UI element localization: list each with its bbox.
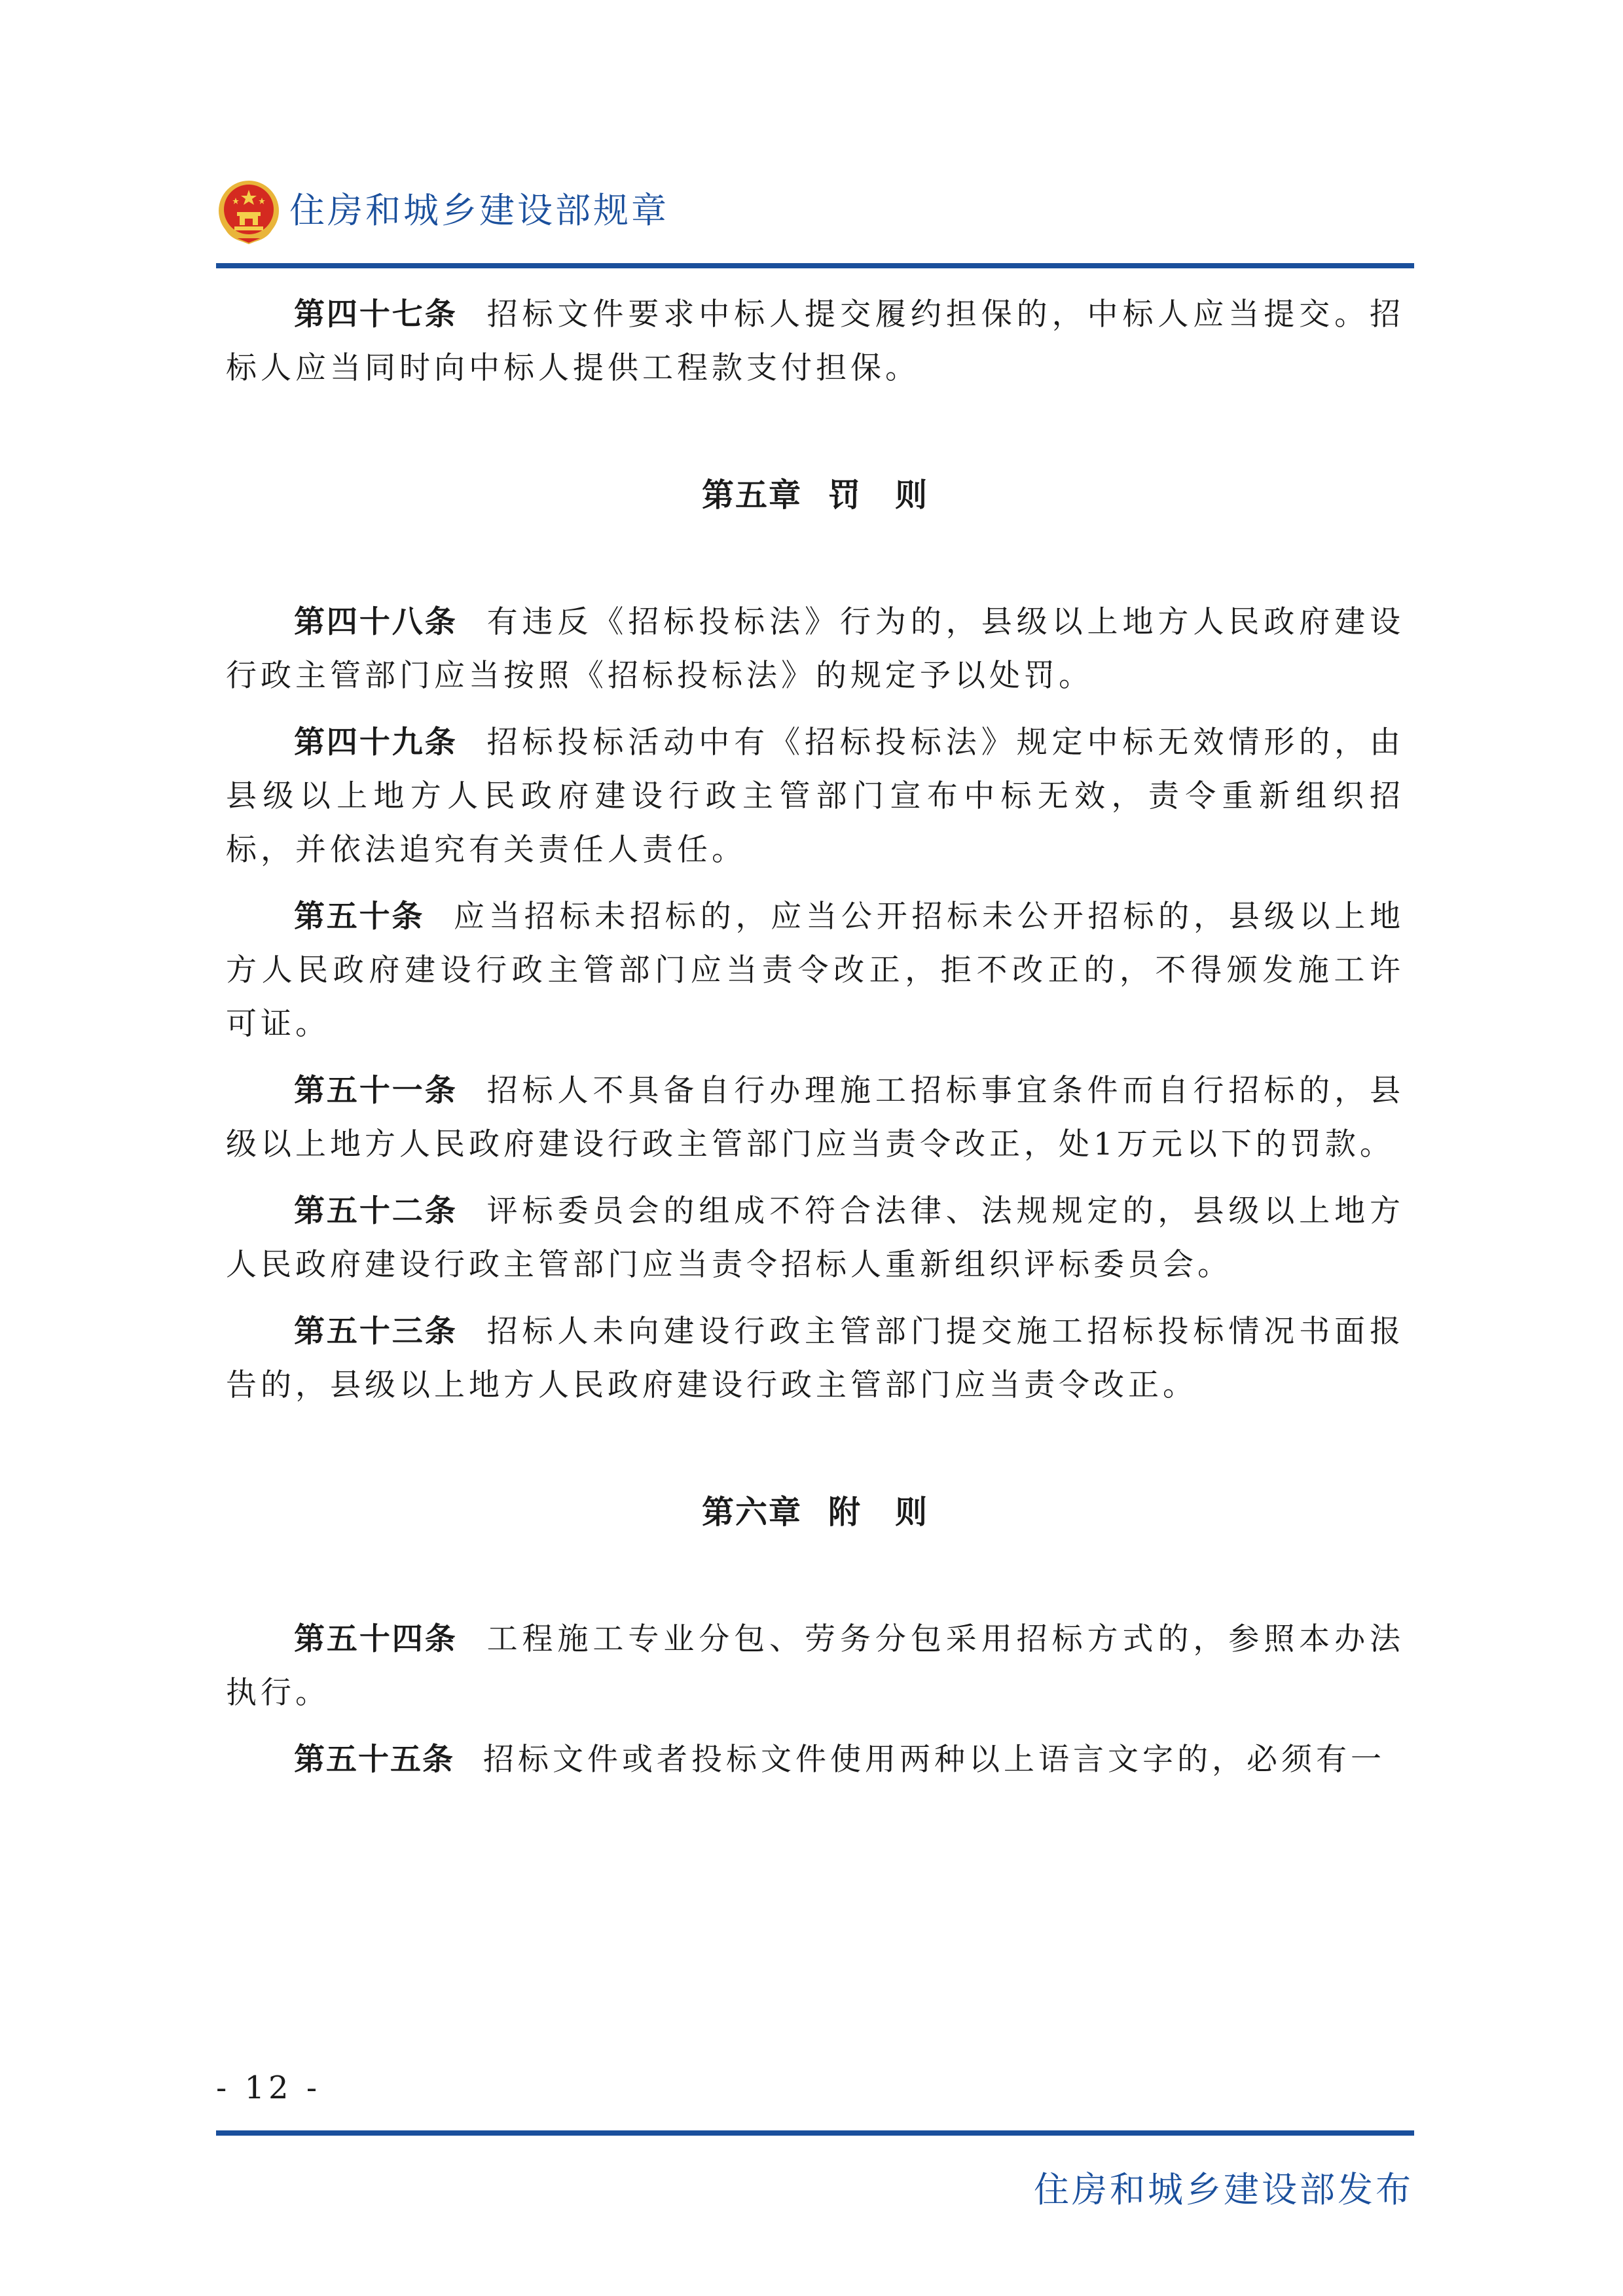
article-number: 第五十一条 [294,1073,458,1109]
header-divider [216,263,1414,268]
article-text: 评标委员会的组成不符合法律、法规规定的，县级以上地方人民政府建设行政主管部门应当责令招标人重新组织评标委员会。 [226,1193,1405,1283]
header-title: 住房和城乡建设部规章 [289,190,669,231]
document-body [226,288,1404,1787]
national-emblem-icon [216,178,282,246]
article-text: 有违反《招标投标法》行为的，县级以上地方人民政府建设行政主管部门应当按照《招标投标法》的规定予以处罚。 [226,604,1405,694]
article-number: 第四十九条 [294,725,458,761]
chapter-heading [226,1486,1404,1539]
page-number: - 12 - [216,2070,321,2106]
article-number: 第五十三条 [294,1314,458,1350]
article-text: 招标人不具备自行办理施工招标事宜条件而自行招标的，县级以上地方人民政府建设行政主管部门应当责令改正，处1万元以下的罚款。 [226,1073,1405,1162]
article-number: 第四十八条 [294,604,458,640]
footer-publisher: 住房和城乡建设部发布 [1034,2169,1413,2210]
article-paragraph [226,1733,1404,1787]
article-text: 招标人未向建设行政主管部门提交施工招标投标情况书面报告的，县级以上地方人民政府建设行政主管部门应当责令改正。 [226,1314,1405,1403]
article-text: 招标文件要求中标人提交履约担保的，中标人应当提交。招标人应当同时向中标人提供工程款支付担保。 [226,296,1405,386]
footer-divider [216,2130,1414,2136]
article-number: 第五十二条 [294,1193,458,1229]
chapter-number: 第六章 [701,1494,802,1531]
chapter-title: 附 则 [828,1494,929,1531]
article-number: 第五十五条 [294,1742,454,1778]
chapter-title: 罚 则 [828,476,929,514]
article-number: 第五十条 [294,899,425,935]
article-text: 招标投标活动中有《招标投标法》规定中标无效情形的，由县级以上地方人民政府建设行政主管部门宣布中标无效，责令重新组织招标，并依法追究有关责任人责任。 [226,725,1405,868]
chapter-number: 第五章 [701,476,802,514]
article-number: 第五十四条 [294,1621,458,1657]
article-paragraph [226,1305,1404,1412]
article-text: 招标文件或者投标文件使用两种以上语言文字的，必须有一 [483,1742,1385,1778]
article-paragraph [226,1064,1404,1172]
article-paragraph [226,596,1404,703]
article-paragraph [226,716,1404,877]
article-paragraph [226,288,1404,395]
article-text: 应当招标未招标的，应当公开招标未公开招标的，县级以上地方人民政府建设行政主管部门应当责令改正，拒不改正的，不得颁发施工许可证。 [226,899,1405,1042]
page-header [216,178,1414,250]
article-number: 第四十七条 [294,296,458,332]
article-paragraph [226,1613,1404,1720]
article-paragraph [226,1185,1404,1292]
article-text: 工程施工专业分包、劳务分包采用招标方式的，参照本办法执行。 [226,1621,1405,1711]
article-paragraph [226,890,1404,1051]
chapter-heading [226,469,1404,522]
